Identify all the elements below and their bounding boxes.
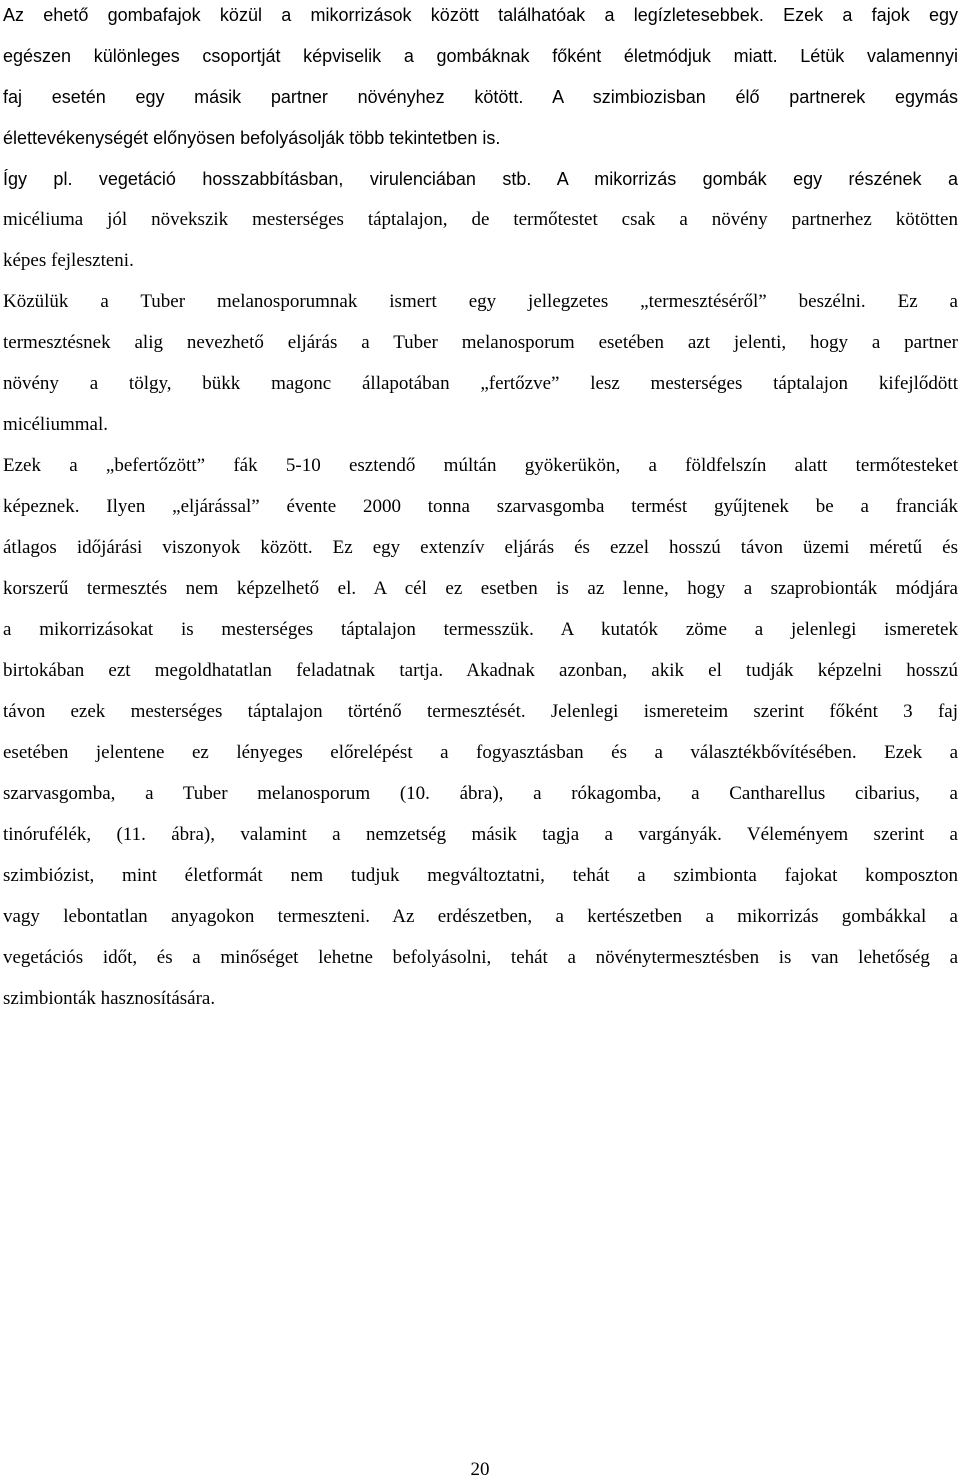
text-line: egészen különleges csoportját képviselik a gombáknak főként életmódjuk miatt. Létük valamennyi — [3, 46, 958, 66]
text-line: tinórufélék, (11. ábra), valamint a nemzetség másik tagja a vargányák. Véleményem szerint a — [3, 824, 958, 845]
text-line: termesztésnek alig nevezhető eljárás a Tuber melanosporum esetében azt jelenti, hogy a partner — [3, 332, 958, 353]
body-text — [3, 0, 958, 1025]
text-line: micéliuma jól növekszik mesterséges táptalajon, de termőtestet csak a növény partnerhez kötötten — [3, 209, 958, 230]
text-line: faj esetén egy másik partner növényhez kötött. A szimbiozisban élő partnerek egymás — [3, 87, 958, 107]
text-line: képes fejleszteni. — [3, 250, 134, 271]
text-line: Az ehető gombafajok közül a mikorrizások között találhatóak a legízletesebbek. Ezek a fajok egy — [3, 5, 958, 25]
text-line: micéliummal. — [3, 414, 109, 435]
text-line: Így pl. vegetáció hosszabbításban, virulenciában stb. A mikorrizás gombák egy részének a — [3, 169, 958, 189]
text-line: élettevékenységét előnyösen befolyásolják több tekintetben is. — [3, 128, 501, 148]
page-number: 20 — [470, 1459, 490, 1480]
text-line: vagy lebontatlan anyagokon termeszteni. Az erdészetben, a kertészetben a mikorrizás gombákkal a — [3, 906, 958, 927]
text-line: korszerű termesztés nem képzelhető el. A cél ez esetben is az lenne, hogy a szaprobionták módjára — [3, 578, 958, 599]
text-line: esetében jelentene ez lényeges előrelépést a fogyasztásban és a választékbővítésében. Ezek a — [3, 742, 958, 763]
text-line: képeznek. Ilyen „eljárással” évente 2000 tonna szarvasgomba termést gyűjtenek be a franciák — [3, 496, 958, 517]
text-line: Közülük a Tuber melanosporumnak ismert egy jellegzetes „termesztéséről” beszélni. Ez a — [3, 291, 958, 312]
text-line: átlagos időjárási viszonyok között. Ez egy extenzív eljárás és ezzel hosszú távon üzemi méretű és — [3, 537, 958, 558]
text-line: növény a tölgy, bükk magonc állapotában „fertőzve” lesz mesterséges táptalajon kifejlődött — [3, 373, 958, 394]
text-line: birtokában ezt megoldhatatlan feladatnak tartja. Akadnak azonban, akik el tudják képzelni hosszú — [3, 660, 958, 681]
text-line: vegetációs időt, és a minőséget lehetne befolyásolni, tehát a növénytermesztésben is van lehetőség a — [3, 947, 958, 968]
text-line: távon ezek mesterséges táptalajon történő termesztését. Jelenlegi ismereteim szerint főként 3 faj — [3, 701, 958, 722]
text-line: szimbionták hasznosítására. — [3, 988, 216, 1009]
text-line: szimbiózist, mint életformát nem tudjuk megváltoztatni, tehát a szimbionta fajokat komposzton — [3, 865, 958, 886]
text-line: szarvasgomba, a Tuber melanosporum (10. ábra), a rókagomba, a Cantharellus cibarius, a — [3, 783, 958, 804]
text-line: a mikorrizásokat is mesterséges táptalajon termesszük. A kutatók zöme a jelenlegi ismeretek — [3, 619, 958, 640]
text-line: Ezek a „befertőzött” fák 5-10 esztendő múltán gyökerükön, a földfelszín alatt termőtesteket — [3, 455, 958, 476]
